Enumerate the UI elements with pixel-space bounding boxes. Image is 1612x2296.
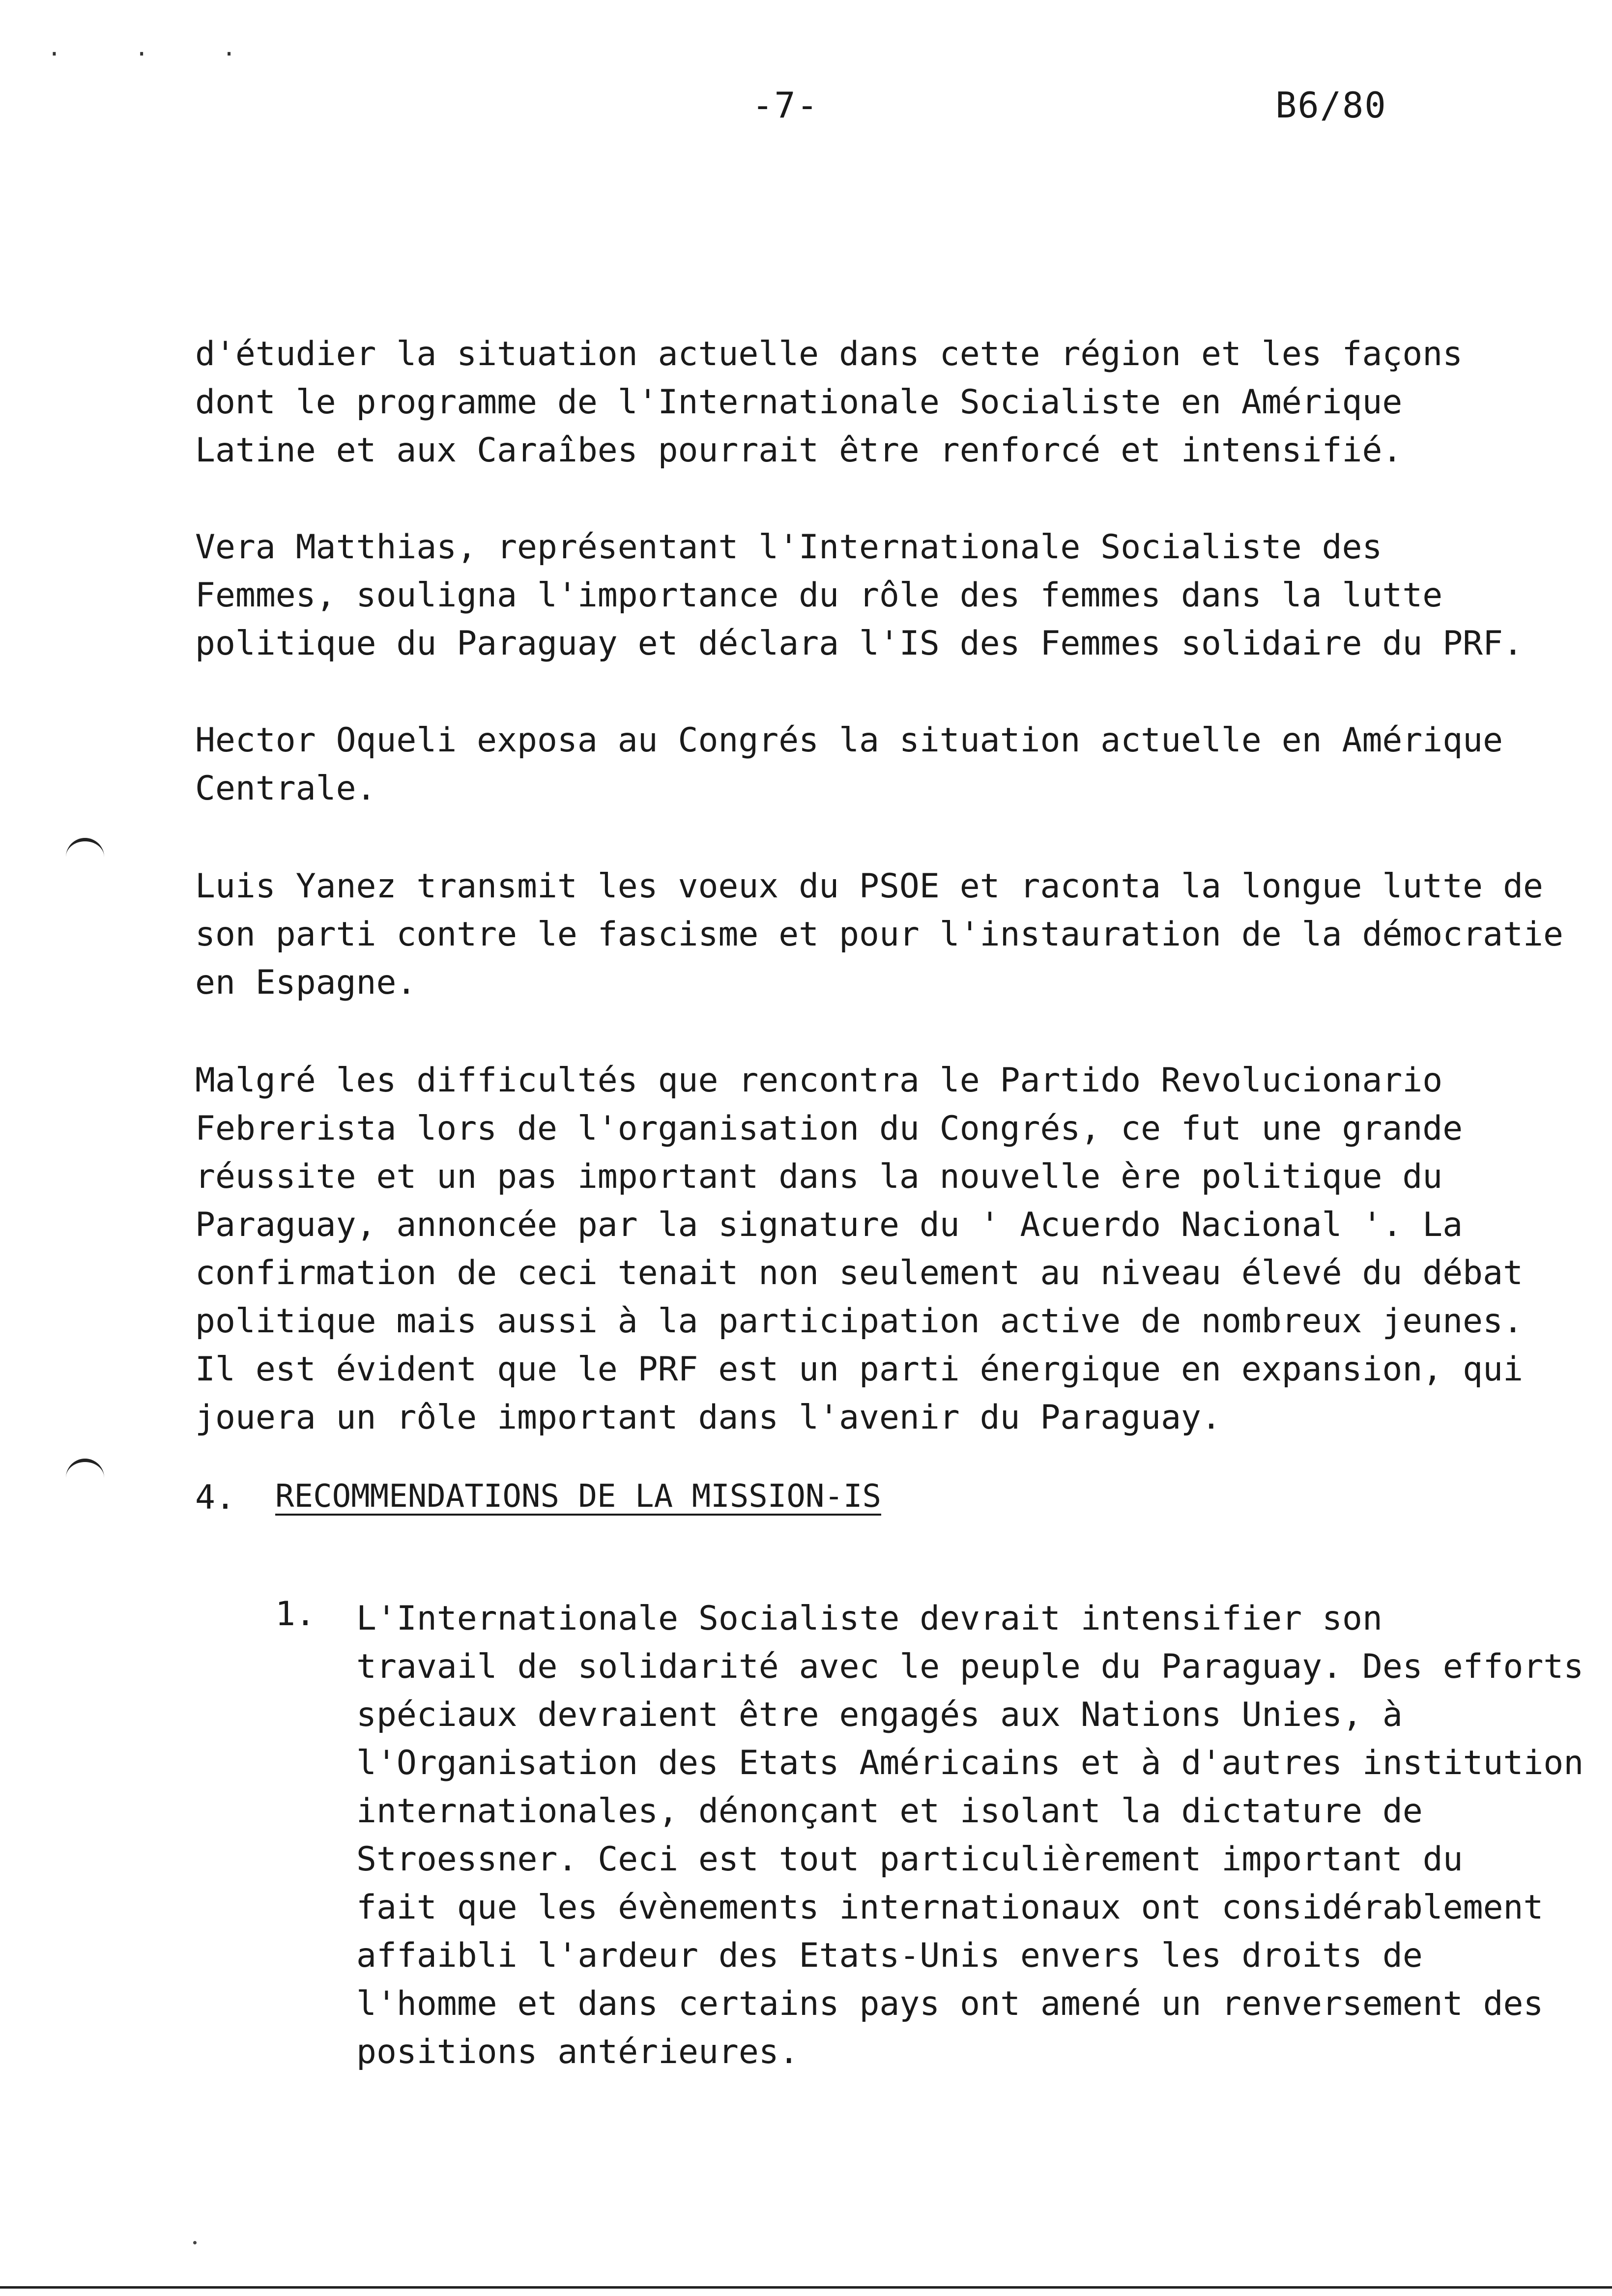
paragraph-5: Malgré les difficultés que rencontra le Partido Revolucionario Febrerista lors de l'organisation du Congrés, ce fut une grande réussite et un pas important dans la nouvelle ère politique du Paraguay, annoncée par la signature du ' Acuerdo Nacional '. La confirmation de ceci tenait non seulement au niveau élevé du débat politique mais aussi à la participation active de nombreux jeunes. Il est évident que le PRF est un parti énergique en expansion, qui jouera un rôle important dans l'avenir du Paraguay. — [195, 1061, 1524, 1437]
document-reference: B6/80 — [1275, 85, 1387, 126]
scan-specks: · · · — [47, 40, 266, 68]
section-title: RECOMMENDATIONS DE LA MISSION-IS — [275, 1478, 881, 1515]
paragraph-3: Hector Oqueli exposa au Congrés la situation actuelle en Amérique Centrale. — [195, 721, 1503, 808]
page-number: -7- — [752, 85, 819, 126]
bottom-edge-line — [0, 2286, 1612, 2289]
paragraph-1: d'étudier la situation actuelle dans cette région et les façons dont le programme de l'Internationale Socialiste en Amérique Latine et aux Caraîbes pourrait être renforcé et intensifié. — [195, 335, 1463, 470]
paragraph-2: Vera Matthias, représentant l'Internationale Socialiste des Femmes, souligna l'importance du rôle des femmes dans la lutte politique du Paraguay et déclara l'IS des Femmes solidaire du PRF. — [195, 528, 1524, 663]
list-item-text: L'Internationale Socialiste devrait intensifier son travail de solidarité avec le peuple du Paraguay. Des efforts spéciaux devraient être engagés aux Nations Unies, à l'Organisation des Etats Américains et à d'autres institution internationales, dénonçant et isolant la dictature de Stroessner. Ceci est tout particulièrement important du fait que les évènements internationaux ont considérablement affaibli l'ardeur des Etats-Unis envers les droits de l'homme et dans certains pays ont amené un renversement des positions antérieures. — [356, 1599, 1584, 2071]
list-item-number: 1. — [275, 1595, 316, 1634]
paragraph-4: Luis Yanez transmit les voeux du PSOE et raconta la longue lutte de son parti contre le fascisme et pour l'instauration de la démocratie en Espagne. — [195, 867, 1563, 1002]
scan-dot — [193, 2241, 197, 2244]
section-number: 4. — [195, 1478, 235, 1517]
margin-mark — [66, 1459, 104, 1482]
margin-mark — [66, 838, 104, 861]
